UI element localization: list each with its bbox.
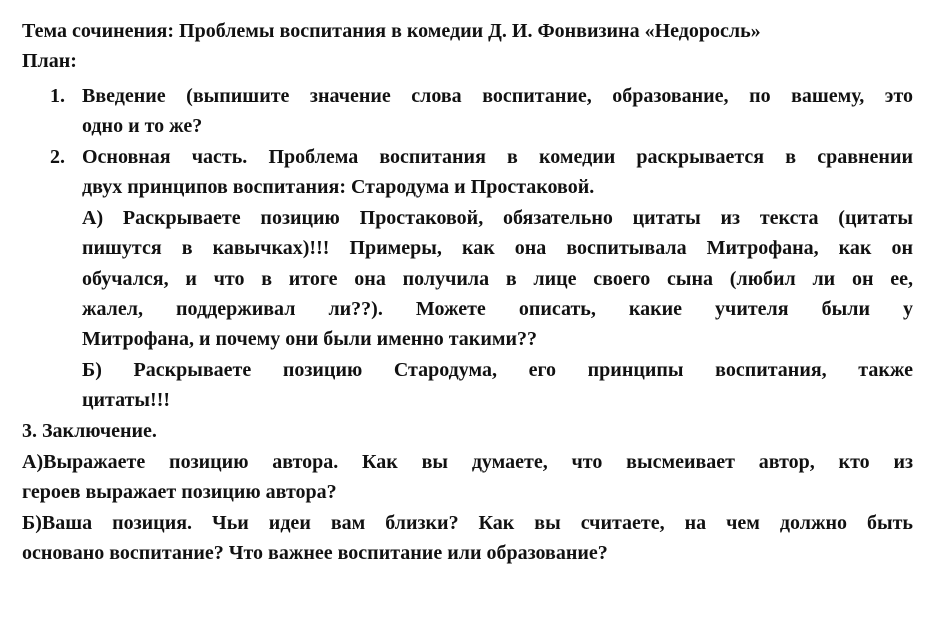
item3-sub-a-line2: героев выражает позицию автора?: [22, 481, 337, 503]
item2-sub-a-line4: жалел, поддерживал ли??). Можете описать, какие учителя были у: [82, 298, 913, 320]
item2-line1: Основная часть. Проблема воспитания в комедии раскрывается в сравнении: [82, 146, 913, 168]
item2-sub-b-line2: цитаты!!!: [82, 389, 171, 411]
item2-line2: двух принципов воспитания: Стародума и Простаковой.: [82, 176, 595, 198]
plan-label: План:: [22, 50, 77, 72]
essay-title: Тема сочинения: Проблемы воспитания в комедии Д. И. Фонвизина «Недоросль»: [22, 20, 761, 42]
item2-sub-b-line1: Б) Раскрываете позицию Стародума, его принципы воспитания, также: [82, 359, 913, 381]
item1-line2: одно и то же?: [82, 115, 203, 137]
item2-number: 2.: [50, 146, 65, 168]
item3-sub-b-line2: основано воспитание? Что важнее воспитание или образование?: [22, 542, 608, 564]
item3-sub-a-line1: А)Выражаете позицию автора. Как вы думаете, что высмеивает автор, кто из: [22, 451, 913, 473]
item2-sub-a-line2: пишутся в кавычках)!!! Примеры, как она воспитывала Митрофана, как он: [82, 237, 913, 259]
item2-sub-a-line1: А) Раскрываете позицию Простаковой, обязательно цитаты из текста (цитаты: [82, 207, 913, 229]
item1-line1: Введение (выпишите значение слова воспитание, образование, по вашему, это: [82, 85, 913, 107]
item2-sub-a-line3: обучался, и что в итоге она получила в лице своего сына (любил ли он ее,: [82, 268, 913, 290]
item3-heading: 3. Заключение.: [22, 420, 157, 442]
item3-sub-b-line1: Б)Ваша позиция. Чьи идеи вам близки? Как вы считаете, на чем должно быть: [22, 512, 913, 534]
item2-sub-a-line5: Митрофана, и почему они были именно такими??: [82, 328, 537, 350]
item1-number: 1.: [50, 85, 65, 107]
